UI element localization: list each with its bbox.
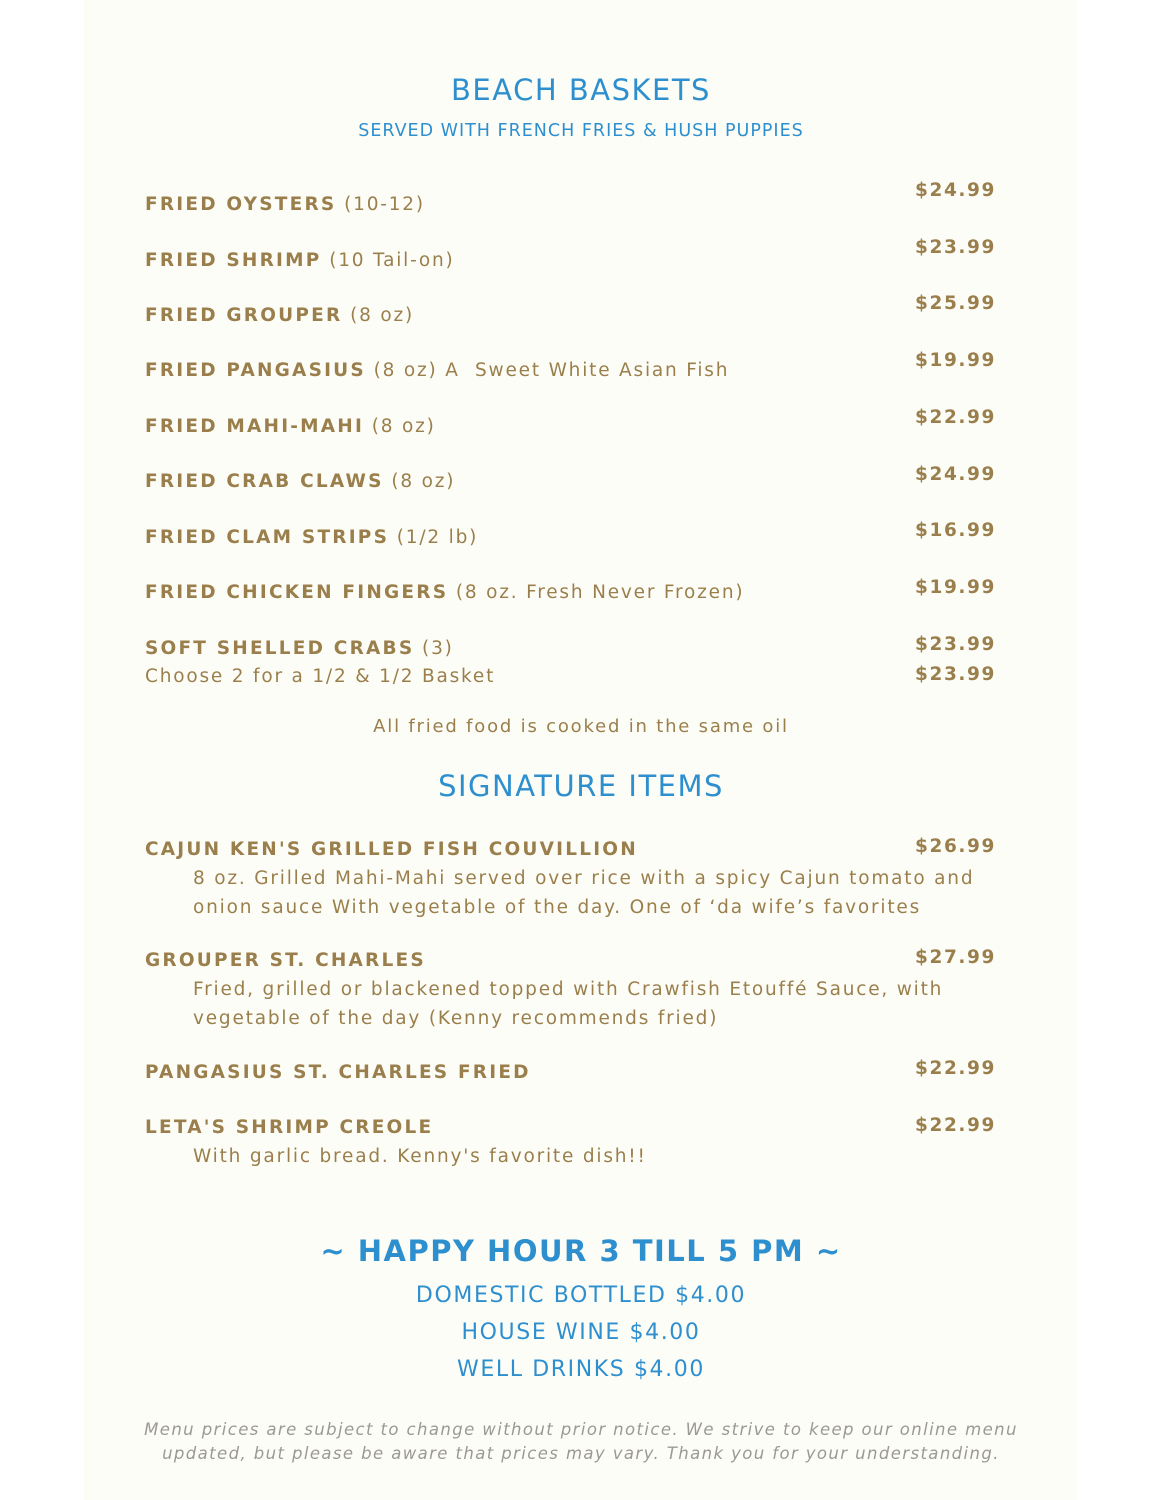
item-price: $22.99 (915, 407, 996, 428)
item-name: FRIED SHRIMP (145, 250, 322, 271)
signature-item-name: CAJUN KEN'S GRILLED FISH COUVILLION (145, 839, 638, 860)
menu-item-fried-oysters (145, 194, 425, 215)
menu-item-fried-chicken-fingers (145, 582, 744, 603)
signature-items-title: SIGNATURE ITEMS (438, 769, 724, 803)
item-price: $19.99 (915, 350, 996, 371)
signature-item-name: PANGASIUS ST. CHARLES FRIED (145, 1062, 531, 1083)
item-option-text: Choose 2 for a 1/2 & 1/2 Basket (145, 666, 496, 687)
signature-item-name: GROUPER ST. CHARLES (145, 950, 426, 971)
signature-item-description: 8 oz. Grilled Mahi-Mahi served over rice with a spicy Cajun tomato and onion sauce With vegetable of the day. One of ‘da wife’s favorites (193, 868, 975, 918)
item-price: $24.99 (915, 180, 996, 201)
item-detail: (8 oz. Fresh Never Frozen) (448, 582, 745, 603)
happy-hour-title: ~ HAPPY HOUR 3 TILL 5 PM ~ (320, 1234, 842, 1268)
menu-item-fried-shrimp (145, 250, 455, 271)
item-detail: (10-12) (336, 194, 425, 215)
item-name: FRIED CLAM STRIPS (145, 527, 390, 548)
item-price: $23.99 (915, 237, 996, 258)
item-name: FRIED OYSTERS (145, 194, 337, 215)
signature-item-description: With garlic bread. Kenny's favorite dish!! (193, 1146, 647, 1167)
happy-hour-line: HOUSE WINE $4.00 (461, 1320, 701, 1345)
item-name: FRIED CRAB CLAWS (145, 471, 384, 492)
item-price: $23.99 (915, 634, 996, 655)
fried-food-note: All fried food is cooked in the same oil (373, 716, 789, 737)
item-price: $16.99 (915, 520, 996, 541)
menu-item-fried-mahi-mahi (145, 416, 436, 437)
item-name: FRIED GROUPER (145, 305, 343, 326)
beach-baskets-title: BEACH BASKETS (451, 73, 711, 107)
item-detail: (10 Tail-on) (321, 250, 455, 271)
disclaimer-line: updated, but please be aware that prices may vary. Thank you for your understanding. (162, 1444, 1000, 1463)
item-name: FRIED PANGASIUS (145, 360, 366, 381)
menu-item-soft-shelled-crabs (145, 638, 454, 659)
beach-baskets-subtitle: SERVED WITH FRENCH FRIES & HUSH PUPPIES (358, 121, 804, 141)
item-detail: (8 oz) (364, 416, 436, 437)
item-price: $27.99 (915, 947, 996, 968)
item-price: $24.99 (915, 464, 996, 485)
item-name: FRIED MAHI-MAHI (145, 416, 365, 437)
signature-item-description: Fried, grilled or blackened topped with Crawfish Etouffé Sauce, with vegetable of the day (Kenny recommends fried) (193, 979, 944, 1029)
menu-item-fried-clam-strips (145, 527, 478, 548)
item-price: $22.99 (915, 1058, 996, 1079)
happy-hour-line: WELL DRINKS $4.00 (457, 1357, 705, 1382)
item-price: $19.99 (915, 577, 996, 598)
item-price: $26.99 (915, 836, 996, 857)
disclaimer-line: Menu prices are subject to change without prior notice. We strive to keep our online menu (144, 1420, 1018, 1439)
menu-page (84, 0, 1078, 1500)
item-name: FRIED CHICKEN FINGERS (145, 582, 449, 603)
item-detail: (8 oz) (342, 305, 415, 326)
menu-item-fried-pangasius (145, 360, 729, 381)
item-detail: (1/2 lb) (389, 527, 479, 548)
happy-hour-line: DOMESTIC BOTTLED $4.00 (415, 1283, 747, 1308)
menu-item-fried-crab-claws (145, 471, 455, 492)
item-price: $25.99 (915, 293, 996, 314)
signature-item-name: LETA'S SHRIMP CREOLE (145, 1117, 434, 1138)
item-detail: (8 oz) (383, 471, 456, 492)
item-price: $22.99 (915, 1115, 996, 1136)
item-price-option: $23.99 (915, 664, 996, 685)
item-detail: (3) (414, 638, 454, 659)
menu-item-fried-grouper (145, 305, 414, 326)
item-detail: (8 oz) A Sweet White Asian Fish (365, 360, 730, 381)
item-name: SOFT SHELLED CRABS (145, 638, 415, 659)
